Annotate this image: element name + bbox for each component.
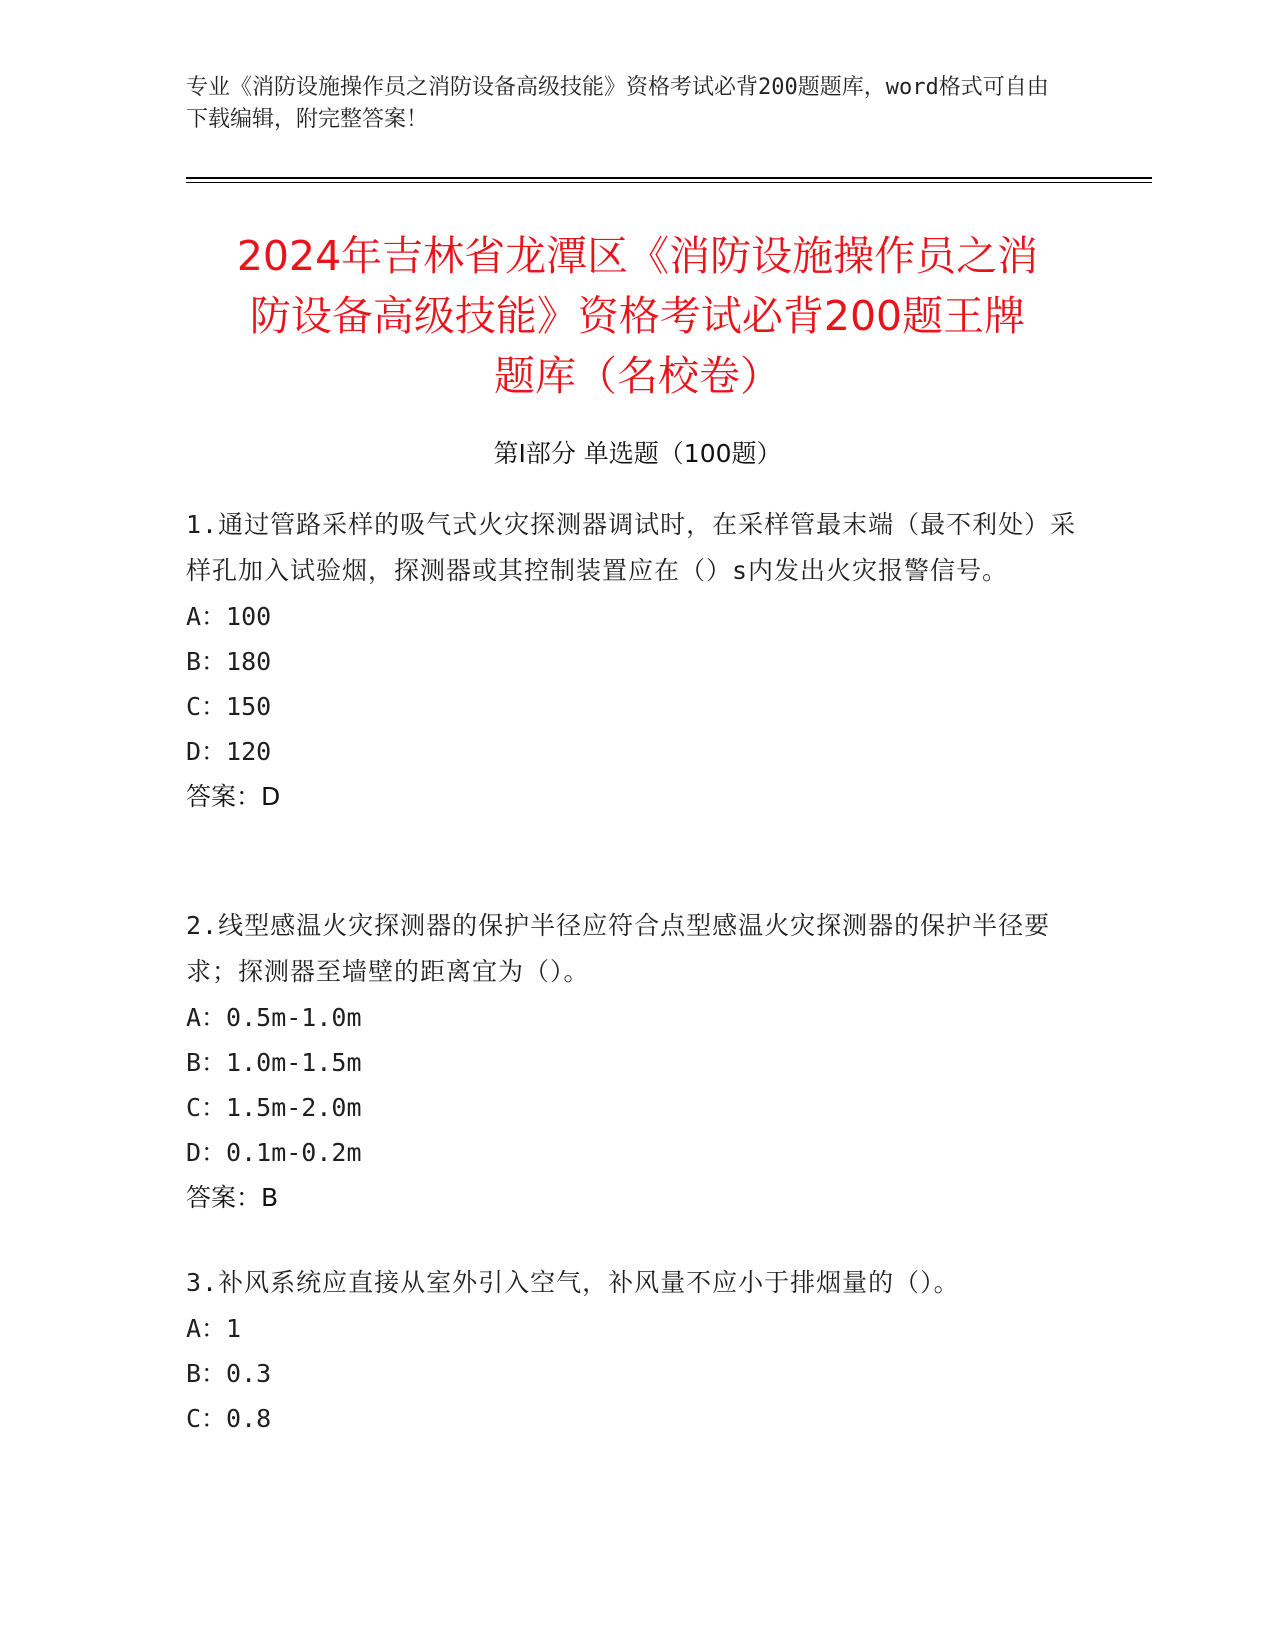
question-stem: 3.补风系统应直接从室外引入空气，补风量不应小于排烟量的（）。: [186, 1268, 960, 1297]
question-2: [186, 903, 1086, 1221]
section-title: 第Ⅰ部分 单选题（100题）: [493, 439, 782, 468]
option-d: D：0.1m-0.2m: [186, 1138, 362, 1167]
answer: 答案：D: [186, 782, 281, 811]
title-line-3: 题库（名校卷）: [494, 352, 781, 400]
answer: 答案：B: [186, 1183, 279, 1212]
option-a: A：0.5m-1.0m: [186, 1003, 362, 1032]
option-c: C：150: [186, 692, 272, 721]
option-a: A：1: [186, 1314, 242, 1343]
title-line-1: 2024年吉林省龙潭区《消防设施操作员之消: [236, 232, 1039, 280]
option-b: B：1.0m-1.5m: [186, 1048, 362, 1077]
option-c: C：0.8: [186, 1404, 272, 1433]
question-stem: 1.通过管路采样的吸气式火灾探测器调试时，在采样管最末端（最不利处）采样孔加入试验烟，探测器或其控制装置应在（）s内发出火灾报警信号。: [186, 510, 1077, 585]
option-d: D：120: [186, 737, 272, 766]
question-stem: 2.线型感温火灾探测器的保护半径应符合点型感温火灾探测器的保护半径要求；探测器至墙壁的距离宜为（）。: [186, 911, 1051, 986]
option-b: B：0.3: [186, 1359, 272, 1388]
question-3: [186, 1260, 1086, 1441]
option-b: B：180: [186, 647, 272, 676]
document-title: [180, 226, 1095, 406]
option-a: A：100: [186, 602, 272, 631]
header-note: 专业《消防设施操作员之消防设备高级技能》资格考试必背200题题库，word格式可自由下载编辑，附完整答案！: [186, 75, 1049, 132]
header-rule-thick: [186, 177, 1152, 179]
title-line-2: 防设备高级技能》资格考试必背200题王牌: [249, 292, 1026, 340]
header-rule-thin: [186, 182, 1152, 183]
question-1: [186, 502, 1086, 820]
option-c: C：1.5m-2.0m: [186, 1093, 362, 1122]
